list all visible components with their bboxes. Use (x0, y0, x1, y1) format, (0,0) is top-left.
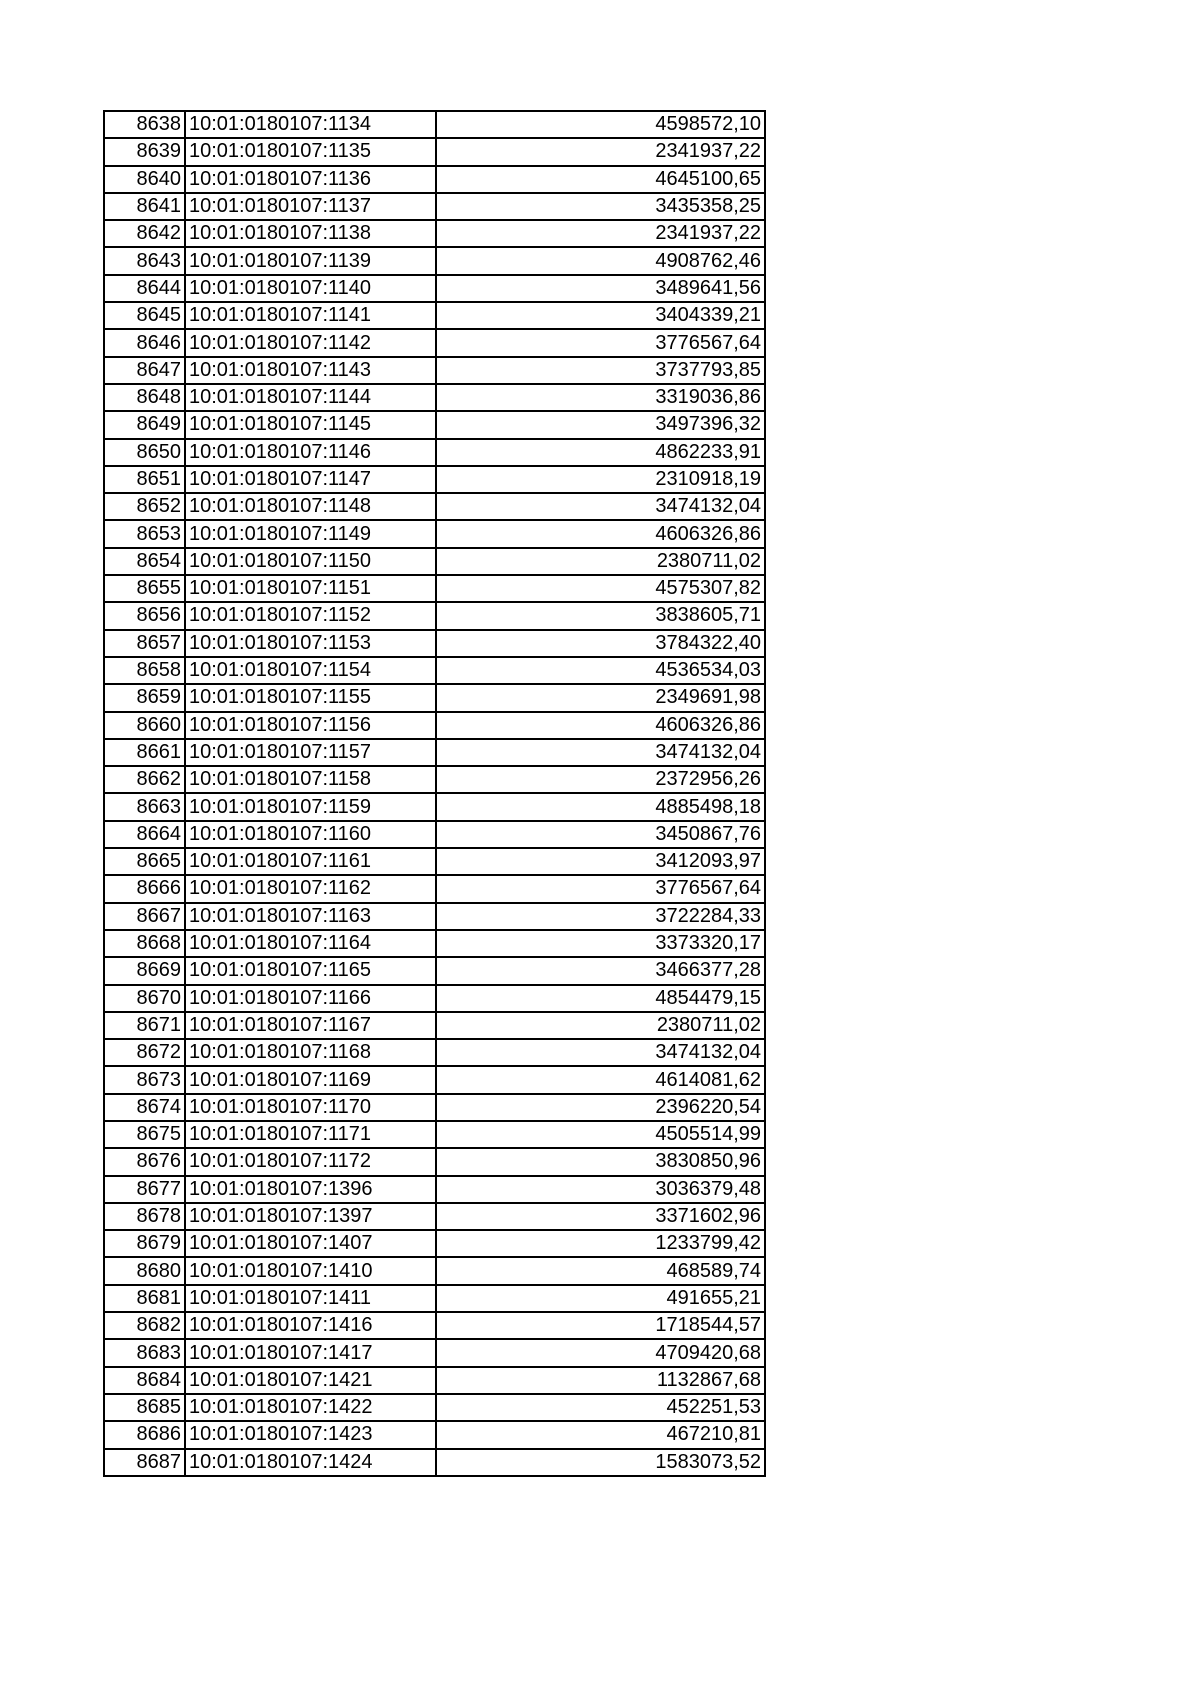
cadastral-number-cell: 10:01:0180107:1144 (185, 384, 436, 411)
row-number-cell: 8640 (104, 166, 185, 193)
row-number-cell: 8645 (104, 302, 185, 329)
cadastral-number-cell: 10:01:0180107:1166 (185, 985, 436, 1012)
row-number-cell: 8679 (104, 1230, 185, 1257)
row-number-cell: 8685 (104, 1394, 185, 1421)
row-number-cell: 8662 (104, 766, 185, 793)
row-number-cell: 8638 (104, 111, 185, 138)
table-row (104, 1148, 765, 1175)
table-row (104, 739, 765, 766)
table-row (104, 1257, 765, 1284)
value-cell: 4536534,03 (436, 657, 765, 684)
value-cell: 3489641,56 (436, 275, 765, 302)
row-number-cell: 8667 (104, 903, 185, 930)
value-cell: 1718544,57 (436, 1312, 765, 1339)
value-cell: 2380711,02 (436, 548, 765, 575)
cadastral-number-cell: 10:01:0180107:1134 (185, 111, 436, 138)
row-number-cell: 8687 (104, 1449, 185, 1476)
row-number-cell: 8659 (104, 684, 185, 711)
table-row (104, 439, 765, 466)
table-row (104, 384, 765, 411)
value-cell: 4885498,18 (436, 793, 765, 820)
row-number-cell: 8673 (104, 1066, 185, 1093)
table-row (104, 1421, 765, 1448)
value-cell: 4862233,91 (436, 439, 765, 466)
row-number-cell: 8653 (104, 520, 185, 547)
value-cell: 3450867,76 (436, 821, 765, 848)
value-cell: 2372956,26 (436, 766, 765, 793)
row-number-cell: 8644 (104, 275, 185, 302)
row-number-cell: 8664 (104, 821, 185, 848)
value-cell: 2341937,22 (436, 138, 765, 165)
value-cell: 4614081,62 (436, 1066, 765, 1093)
table-row (104, 985, 765, 1012)
row-number-cell: 8652 (104, 493, 185, 520)
cadastral-number-cell: 10:01:0180107:1155 (185, 684, 436, 711)
row-number-cell: 8660 (104, 712, 185, 739)
cadastral-number-cell: 10:01:0180107:1139 (185, 247, 436, 274)
cadastral-number-cell: 10:01:0180107:1138 (185, 220, 436, 247)
table-row (104, 657, 765, 684)
table-row (104, 411, 765, 438)
cadastral-number-cell: 10:01:0180107:1396 (185, 1176, 436, 1203)
row-number-cell: 8643 (104, 247, 185, 274)
value-cell: 4606326,86 (436, 520, 765, 547)
cadastral-number-cell: 10:01:0180107:1136 (185, 166, 436, 193)
row-number-cell: 8651 (104, 466, 185, 493)
row-number-cell: 8641 (104, 193, 185, 220)
row-number-cell: 8656 (104, 602, 185, 629)
value-cell: 1132867,68 (436, 1367, 765, 1394)
value-cell: 2396220,54 (436, 1094, 765, 1121)
value-cell: 3737793,85 (436, 357, 765, 384)
table-row (104, 138, 765, 165)
value-cell: 467210,81 (436, 1421, 765, 1448)
row-number-cell: 8683 (104, 1339, 185, 1366)
cadastral-number-cell: 10:01:0180107:1167 (185, 1012, 436, 1039)
row-number-cell: 8678 (104, 1203, 185, 1230)
cadastral-number-cell: 10:01:0180107:1423 (185, 1421, 436, 1448)
table-row (104, 712, 765, 739)
value-cell: 4575307,82 (436, 575, 765, 602)
cadastral-number-cell: 10:01:0180107:1153 (185, 630, 436, 657)
table-body (104, 111, 765, 1476)
data-table (103, 110, 766, 1477)
table-row (104, 166, 765, 193)
value-cell: 3784322,40 (436, 630, 765, 657)
cadastral-number-cell: 10:01:0180107:1141 (185, 302, 436, 329)
cadastral-number-cell: 10:01:0180107:1411 (185, 1285, 436, 1312)
table-row (104, 766, 765, 793)
value-cell: 3474132,04 (436, 493, 765, 520)
value-cell: 4606326,86 (436, 712, 765, 739)
value-cell: 2341937,22 (436, 220, 765, 247)
cadastral-number-cell: 10:01:0180107:1165 (185, 957, 436, 984)
row-number-cell: 8675 (104, 1121, 185, 1148)
table-row (104, 357, 765, 384)
value-cell: 3036379,48 (436, 1176, 765, 1203)
row-number-cell: 8677 (104, 1176, 185, 1203)
cadastral-number-cell: 10:01:0180107:1160 (185, 821, 436, 848)
cadastral-number-cell: 10:01:0180107:1150 (185, 548, 436, 575)
cadastral-number-cell: 10:01:0180107:1148 (185, 493, 436, 520)
value-cell: 4854479,15 (436, 985, 765, 1012)
row-number-cell: 8663 (104, 793, 185, 820)
row-number-cell: 8686 (104, 1421, 185, 1448)
table-row (104, 793, 765, 820)
table-row (104, 1312, 765, 1339)
row-number-cell: 8650 (104, 439, 185, 466)
value-cell: 2380711,02 (436, 1012, 765, 1039)
value-cell: 3435358,25 (436, 193, 765, 220)
table-row (104, 1285, 765, 1312)
value-cell: 4645100,65 (436, 166, 765, 193)
row-number-cell: 8658 (104, 657, 185, 684)
table-row (104, 220, 765, 247)
row-number-cell: 8647 (104, 357, 185, 384)
row-number-cell: 8672 (104, 1039, 185, 1066)
cadastral-number-cell: 10:01:0180107:1149 (185, 520, 436, 547)
cadastral-number-cell: 10:01:0180107:1161 (185, 848, 436, 875)
table-row (104, 1176, 765, 1203)
table-row (104, 957, 765, 984)
cadastral-number-cell: 10:01:0180107:1158 (185, 766, 436, 793)
row-number-cell: 8648 (104, 384, 185, 411)
row-number-cell: 8668 (104, 930, 185, 957)
row-number-cell: 8669 (104, 957, 185, 984)
table-row (104, 1203, 765, 1230)
table-row (104, 848, 765, 875)
row-number-cell: 8654 (104, 548, 185, 575)
table-row (104, 548, 765, 575)
row-number-cell: 8680 (104, 1257, 185, 1284)
table-row (104, 302, 765, 329)
cadastral-number-cell: 10:01:0180107:1424 (185, 1449, 436, 1476)
table-row (104, 1066, 765, 1093)
cadastral-number-cell: 10:01:0180107:1154 (185, 657, 436, 684)
cadastral-number-cell: 10:01:0180107:1152 (185, 602, 436, 629)
value-cell: 3373320,17 (436, 930, 765, 957)
value-cell: 4598572,10 (436, 111, 765, 138)
cadastral-number-cell: 10:01:0180107:1162 (185, 875, 436, 902)
table-row (104, 1339, 765, 1366)
cadastral-number-cell: 10:01:0180107:1417 (185, 1339, 436, 1366)
cadastral-number-cell: 10:01:0180107:1397 (185, 1203, 436, 1230)
row-number-cell: 8665 (104, 848, 185, 875)
row-number-cell: 8670 (104, 985, 185, 1012)
cadastral-number-cell: 10:01:0180107:1163 (185, 903, 436, 930)
value-cell: 3404339,21 (436, 302, 765, 329)
table-row (104, 684, 765, 711)
value-cell: 4505514,99 (436, 1121, 765, 1148)
cadastral-number-cell: 10:01:0180107:1156 (185, 712, 436, 739)
cadastral-number-cell: 10:01:0180107:1421 (185, 1367, 436, 1394)
cadastral-number-cell: 10:01:0180107:1145 (185, 411, 436, 438)
value-cell: 2349691,98 (436, 684, 765, 711)
cadastral-number-cell: 10:01:0180107:1407 (185, 1230, 436, 1257)
cadastral-number-cell: 10:01:0180107:1157 (185, 739, 436, 766)
value-cell: 3838605,71 (436, 602, 765, 629)
row-number-cell: 8649 (104, 411, 185, 438)
value-cell: 1233799,42 (436, 1230, 765, 1257)
cadastral-number-cell: 10:01:0180107:1143 (185, 357, 436, 384)
row-number-cell: 8655 (104, 575, 185, 602)
value-cell: 3466377,28 (436, 957, 765, 984)
value-cell: 491655,21 (436, 1285, 765, 1312)
cadastral-number-cell: 10:01:0180107:1159 (185, 793, 436, 820)
cadastral-number-cell: 10:01:0180107:1172 (185, 1148, 436, 1175)
table-row (104, 821, 765, 848)
table-row (104, 466, 765, 493)
row-number-cell: 8661 (104, 739, 185, 766)
table-row (104, 329, 765, 356)
value-cell: 3776567,64 (436, 875, 765, 902)
value-cell: 2310918,19 (436, 466, 765, 493)
value-cell: 4709420,68 (436, 1339, 765, 1366)
row-number-cell: 8681 (104, 1285, 185, 1312)
cadastral-number-cell: 10:01:0180107:1140 (185, 275, 436, 302)
table-row (104, 1394, 765, 1421)
table-row (104, 1449, 765, 1476)
cadastral-number-cell: 10:01:0180107:1146 (185, 439, 436, 466)
cadastral-number-cell: 10:01:0180107:1151 (185, 575, 436, 602)
table-row (104, 493, 765, 520)
row-number-cell: 8646 (104, 329, 185, 356)
table-row (104, 520, 765, 547)
table-row (104, 1094, 765, 1121)
cadastral-number-cell: 10:01:0180107:1410 (185, 1257, 436, 1284)
row-number-cell: 8674 (104, 1094, 185, 1121)
value-cell: 3776567,64 (436, 329, 765, 356)
value-cell: 3371602,96 (436, 1203, 765, 1230)
value-cell: 3319036,86 (436, 384, 765, 411)
value-cell: 3722284,33 (436, 903, 765, 930)
value-cell: 468589,74 (436, 1257, 765, 1284)
row-number-cell: 8666 (104, 875, 185, 902)
row-number-cell: 8671 (104, 1012, 185, 1039)
row-number-cell: 8684 (104, 1367, 185, 1394)
cadastral-number-cell: 10:01:0180107:1416 (185, 1312, 436, 1339)
table-row (104, 1121, 765, 1148)
value-cell: 3474132,04 (436, 1039, 765, 1066)
row-number-cell: 8676 (104, 1148, 185, 1175)
value-cell: 3830850,96 (436, 1148, 765, 1175)
value-cell: 452251,53 (436, 1394, 765, 1421)
table-row (104, 875, 765, 902)
cadastral-number-cell: 10:01:0180107:1171 (185, 1121, 436, 1148)
table-row (104, 602, 765, 629)
cadastral-number-cell: 10:01:0180107:1170 (185, 1094, 436, 1121)
table-row (104, 111, 765, 138)
value-cell: 4908762,46 (436, 247, 765, 274)
cadastral-number-cell: 10:01:0180107:1169 (185, 1066, 436, 1093)
table-row (104, 1039, 765, 1066)
table-row (104, 275, 765, 302)
value-cell: 1583073,52 (436, 1449, 765, 1476)
row-number-cell: 8682 (104, 1312, 185, 1339)
value-cell: 3497396,32 (436, 411, 765, 438)
table-row (104, 1012, 765, 1039)
table-row (104, 630, 765, 657)
table-row (104, 903, 765, 930)
cadastral-number-cell: 10:01:0180107:1135 (185, 138, 436, 165)
table-row (104, 193, 765, 220)
table-row (104, 1230, 765, 1257)
cadastral-number-cell: 10:01:0180107:1137 (185, 193, 436, 220)
row-number-cell: 8639 (104, 138, 185, 165)
value-cell: 3412093,97 (436, 848, 765, 875)
table-row (104, 1367, 765, 1394)
cadastral-number-cell: 10:01:0180107:1147 (185, 466, 436, 493)
cadastral-number-cell: 10:01:0180107:1164 (185, 930, 436, 957)
row-number-cell: 8657 (104, 630, 185, 657)
row-number-cell: 8642 (104, 220, 185, 247)
value-cell: 3474132,04 (436, 739, 765, 766)
cadastral-number-cell: 10:01:0180107:1168 (185, 1039, 436, 1066)
table-row (104, 930, 765, 957)
cadastral-number-cell: 10:01:0180107:1422 (185, 1394, 436, 1421)
cadastral-number-cell: 10:01:0180107:1142 (185, 329, 436, 356)
table-row (104, 575, 765, 602)
table-row (104, 247, 765, 274)
